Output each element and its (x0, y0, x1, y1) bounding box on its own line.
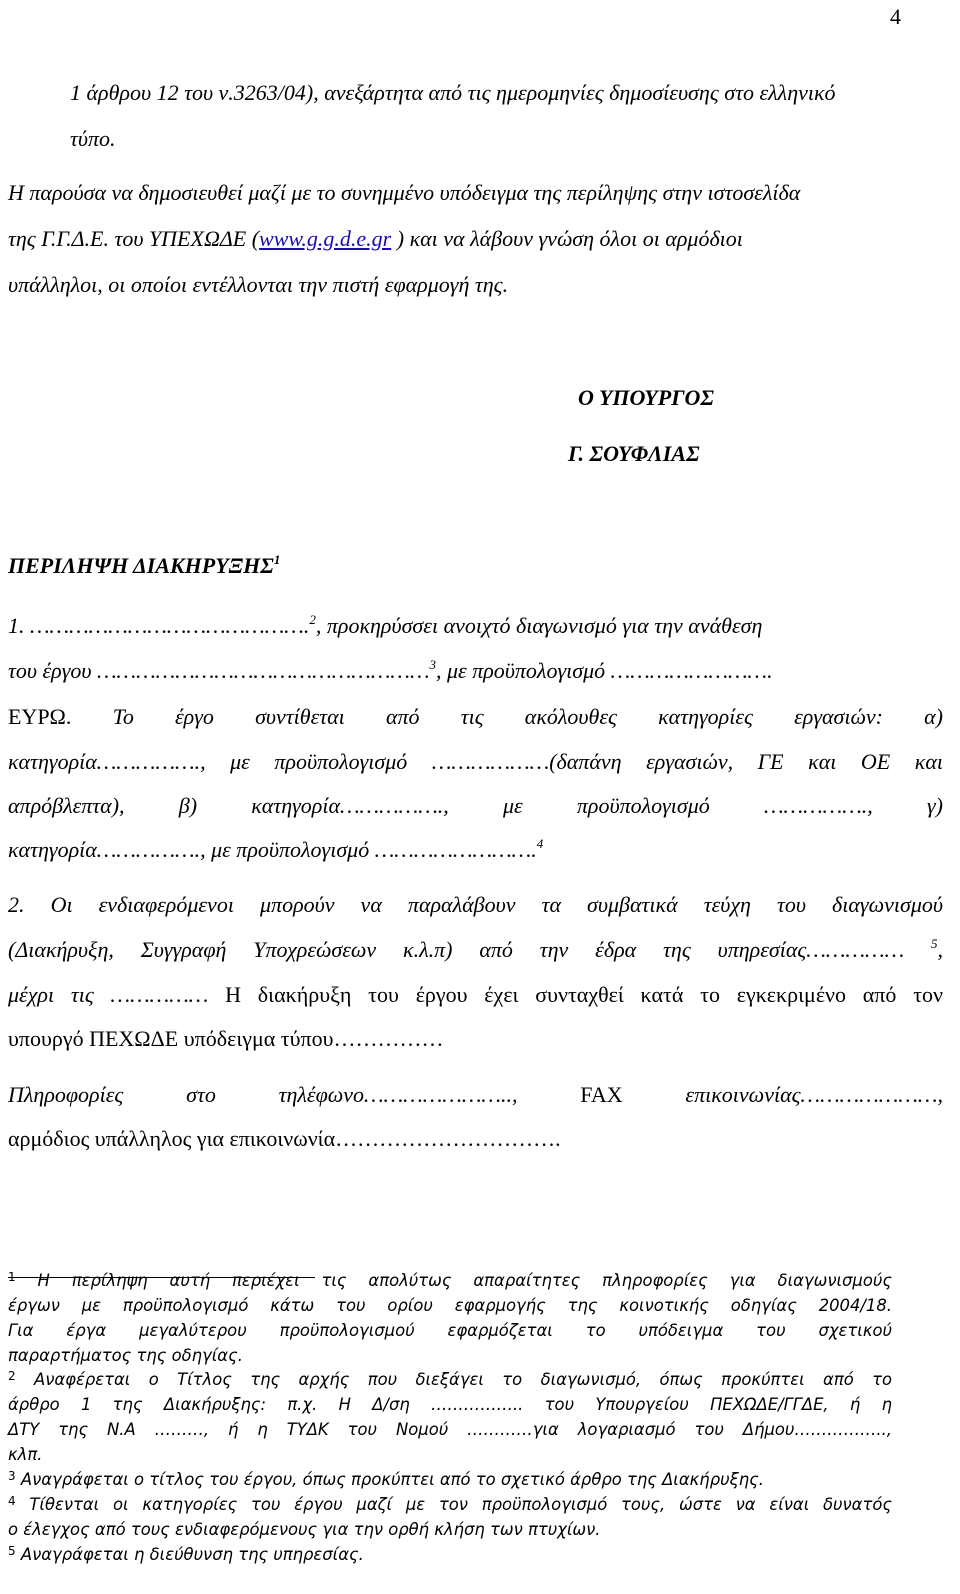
summary-p3-line1: Πληροφορίες στο τηλέφωνο………………….., FAX επικοινωνίας…………………, (8, 1082, 943, 1107)
summary-p1-line6: κατηγορία……………., με προϋπολογισμό …………………….$^4$ (8, 836, 544, 862)
para2-line3: υπάλληλοι, οι οποίοι εντέλλονται την πιστή εφαρμογή της. (8, 272, 509, 297)
footnote-5-line1: $^5$ Αναγράφεται η διεύθυνση της υπηρεσίας. (8, 1544, 364, 1564)
footnote-2-line1: $^2$ Αναφέρεται ο Τίτλος της αρχής που διεξάγει το διαγωνισμό, όπως προκύπτει από το (8, 1369, 892, 1389)
page-number: 4 (890, 4, 901, 29)
footnote-ref-2: 2 (309, 612, 316, 627)
para1-line1: 1 άρθρου 12 του ν.3263/04), ανεξάρτητα από τις ημερομηνίες δημοσίευσης στο ελληνικό (70, 80, 836, 105)
footnote-4-line1: $^4$ Τίθενται οι κατηγορίες του έργου μαζί με τον προϋπολογισμό τους, ώστε να είναι δυνατός (8, 1494, 892, 1514)
website-link[interactable]: www.g.g.d.e.gr (259, 226, 392, 251)
footnote-3-line1: $^3$ Αναγράφεται ο τίτλος του έργου, όπως προκύπτει από το σχετικό άρθρο της Διακήρυξης. (8, 1469, 764, 1489)
summary-p1-line5: απρόβλεπτα), β) κατηγορία……………., με προϋπολογισμό ……………., γ) (8, 793, 943, 818)
para2-line2: της Γ.Γ.Δ.Ε. του ΥΠΕΧΩΔΕ (www.g.g.d.e.gr ) και να λάβουν γνώση όλοι οι αρμόδιοι (8, 226, 743, 251)
summary-p2-line3: μέχρι τις …………… Η διακήρυξη του έργου έχει συνταχθεί κατά το εγκεκριμένο από τον (8, 982, 943, 1007)
para1-line2: τύπο. (70, 126, 116, 151)
summary-p2-line2: (Διακήρυξη, Συγγραφή Υποχρεώσεων κ.λ.π) από την έδρα της υπηρεσίας…………… $^5$, (8, 936, 943, 962)
footnote-1-line1: $^1$ Η περίληψη αυτή περιέχει τις απολύτως απαραίτητες πληροφορίες για διαγωνισμούς (8, 1270, 892, 1290)
footnote-ref-4: 4 (536, 836, 544, 851)
signature-name: Γ. ΣΟΥΦΛΙΑΣ (568, 441, 700, 466)
summary-p2-line4: υπουργό ΠΕΧΩΔΕ υπόδειγμα τύπου…………… (8, 1026, 444, 1051)
summary-p2-line1: 2. Οι ενδιαφερόμενοι μπορούν να παραλάβουν τα συμβατικά τεύχη του διαγωνισμού (8, 892, 943, 917)
footnote-1-line2: έργων με προϋπολογισμό κάτω του ορίου εφαρμογής της κοινοτικής οδηγίας 2004/18. (8, 1296, 892, 1315)
summary-heading: ΠΕΡΙΛΗΨΗ ΔΙΑΚΗΡΥΞΗΣ$^1$ (8, 552, 281, 578)
footnote-4-line2: ο έλεγχος από τους ενδιαφερόμενους για την ορθή κλήση των πτυχίων. (8, 1520, 601, 1539)
footnote-ref-3: 3 (429, 657, 437, 672)
footnote-1-line3: Για έργα μεγαλύτερου προϋπολογισμού εφαρμόζεται το υπόδειγμα του σχετικού (8, 1321, 892, 1340)
footnote-1-line4: παραρτήματος της οδηγίας. (8, 1346, 243, 1365)
footnote-2-line3: ΔΤΥ της Ν.Α ………, ή η ΤΥΔΚ του Νομού …………για λογαριασμό του Δήμου…………….., (8, 1420, 892, 1439)
summary-p1-line3: ΕΥΡΩ. Το έργο συντίθεται από τις ακόλουθες κατηγορίες εργασιών: α) (8, 704, 943, 729)
footnote-ref-1: 1 (273, 552, 281, 567)
summary-p1-line2: του έργου ……………………………………………$^3$, με προϋπολογισμό ……………………. (8, 657, 773, 683)
footnote-2-line2: άρθρο 1 της Διακήρυξης: π.χ. Η Δ/ση …………….. του Υπουργείου ΠΕΧΩΔΕ/ΓΓΔΕ, ή η (8, 1395, 892, 1414)
summary-p1-line4: κατηγορία……………., με προϋπολογισμό ………………(δαπάνη εργασιών, ΓΕ και ΟΕ και (8, 749, 943, 774)
para2-line1: Η παρούσα να δημοσιευθεί μαζί με το συνημμένο υπόδειγμα της περίληψης στην ιστοσελίδα (8, 180, 801, 205)
summary-p3-line2: αρμόδιος υπάλληλος για επικοινωνία…………………………. (8, 1126, 561, 1151)
signature-title: Ο ΥΠΟΥΡΓΟΣ (578, 385, 714, 410)
footnote-2-line4: κλπ. (8, 1445, 43, 1464)
summary-p1-line1: 1. …………………………………….$^2$, προκηρύσσει ανοιχτό διαγωνισμό για την ανάθεση (8, 612, 763, 638)
footnote-ref-5: 5 (931, 936, 938, 951)
